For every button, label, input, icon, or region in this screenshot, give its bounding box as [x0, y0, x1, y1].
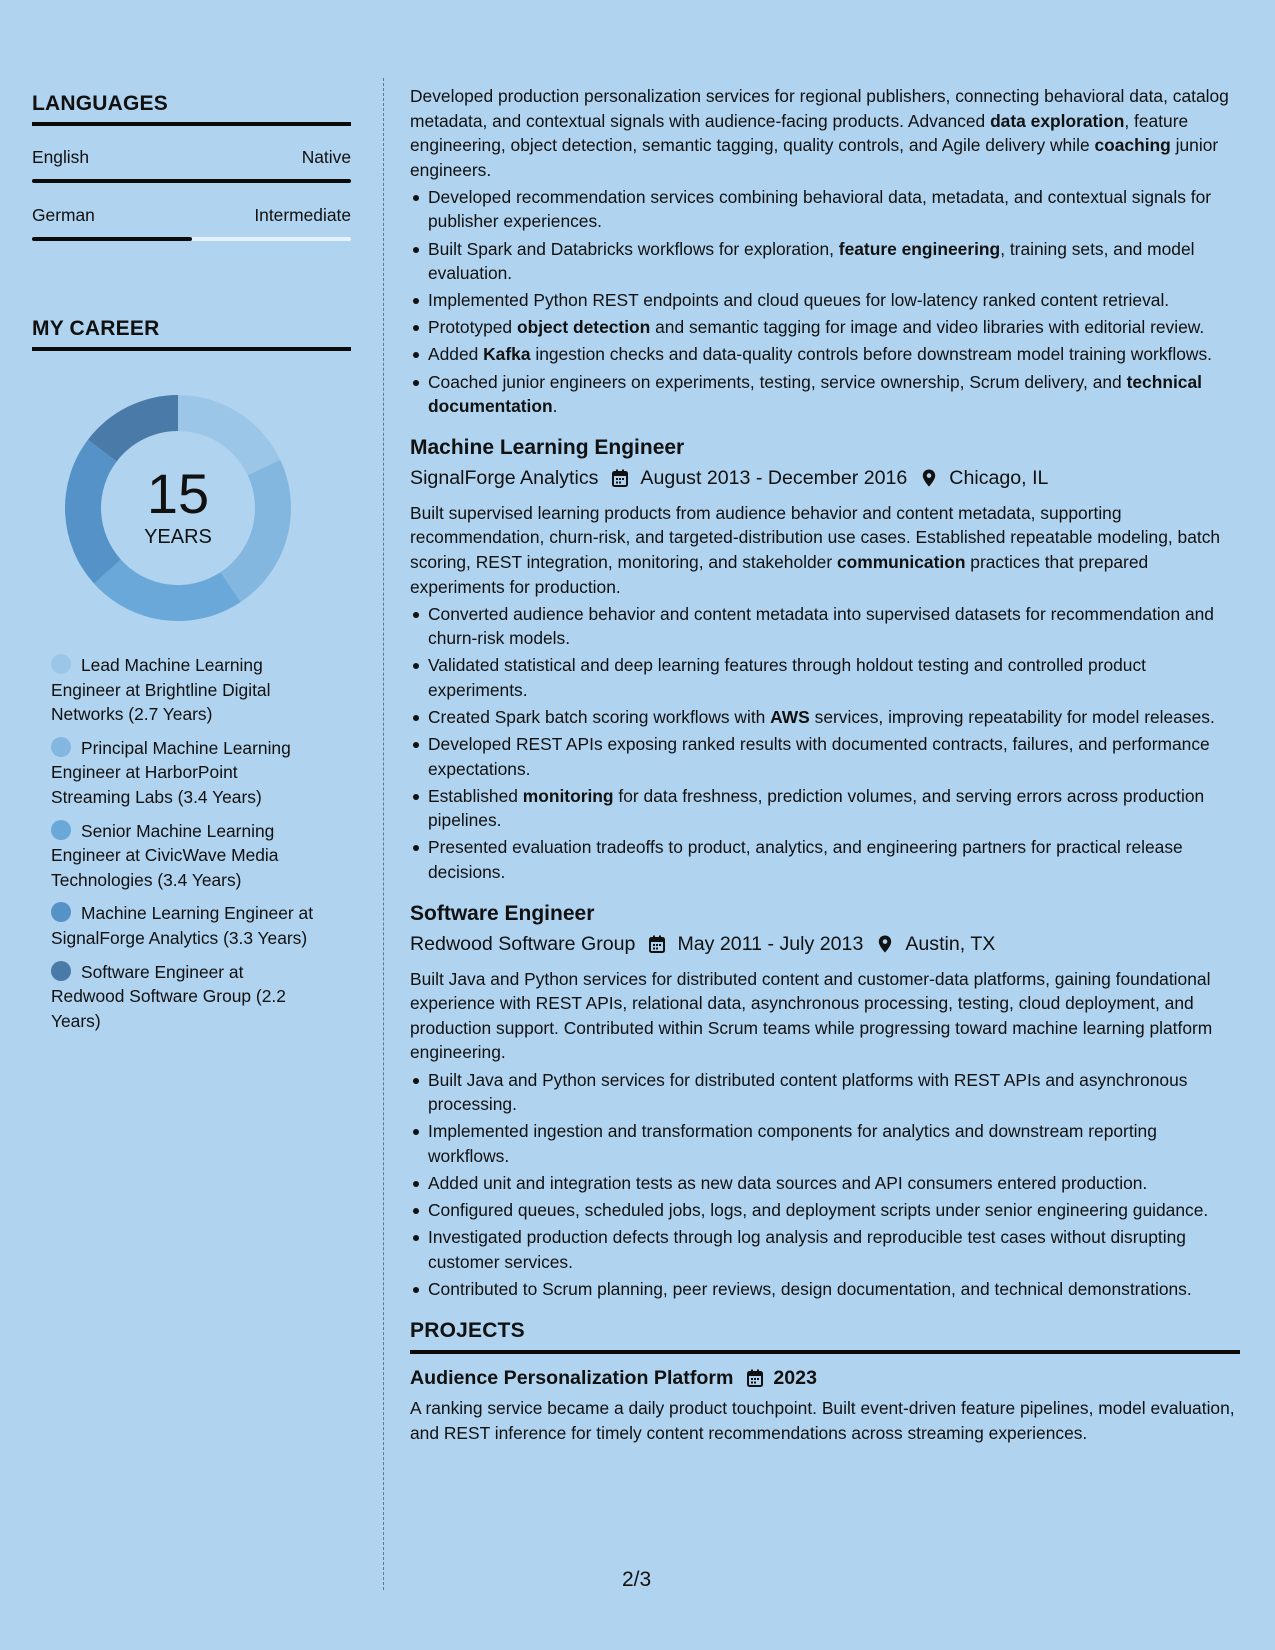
job-dates: May 2011 - July 2013 — [677, 932, 864, 955]
legend-item — [51, 653, 321, 727]
bullet-item: Coached junior engineers on experiments, testing, service ownership, Scrum delivery, and technical documentation. — [428, 370, 1240, 419]
job-entry — [410, 433, 1240, 885]
job-location: Chicago, IL — [949, 466, 1049, 489]
legend-label: Senior Machine Learning Engineer at CivicWave Media Technologies (3.4 Years) — [51, 820, 279, 890]
bullet-item: Investigated production defects through log analysis and reproducible test cases without disrupting customer services. — [428, 1225, 1240, 1274]
legend-swatch — [51, 961, 71, 981]
bullet-item: Added unit and integration tests as new data sources and API consumers entered production. — [428, 1171, 1240, 1196]
bullet-item: Added Kafka ingestion checks and data-quality controls before downstream model training workflows. — [428, 342, 1240, 367]
job-meta — [410, 930, 1240, 958]
legend-label: Machine Learning Engineer at SignalForge Analytics (3.3 Years) — [51, 903, 314, 948]
language-level: Native — [301, 147, 351, 167]
bullet-item: Built Java and Python services for distributed content platforms with REST APIs and asynchronous processing. — [428, 1068, 1240, 1117]
bullet-item: Prototyped object detection and semantic tagging for image and video libraries with editorial review. — [428, 315, 1240, 340]
language-level: Intermediate — [254, 205, 351, 225]
bullet-item: Built Spark and Databricks workflows for exploration, feature engineering, training sets, and model evaluation. — [428, 237, 1240, 286]
job-title: Machine Learning Engineer — [410, 435, 685, 459]
bullet-item: Established monitoring for data freshness, prediction volumes, and serving errors across production pipelines. — [428, 784, 1240, 833]
legend-item — [51, 901, 321, 950]
sidebar — [32, 92, 351, 1042]
language-name: German — [32, 205, 95, 225]
bullet-item: Implemented ingestion and transformation components for analytics and downstream reporting workflows. — [428, 1119, 1240, 1168]
role-summary: Developed production personalization services for regional publishers, connecting behavioral data, catalog metadata, and contextual signals with audience-facing products. Advanced data exploration, feature engineering, object detection, semantic tagging, quality controls, and Agile delivery while coaching junior engineers. — [410, 86, 1229, 180]
project-name: Audience Personalization Platform — [410, 1366, 734, 1389]
bullet-item: Configured queues, scheduled jobs, logs, and deployment scripts under senior engineering guidance. — [428, 1198, 1240, 1223]
legend-swatch — [51, 737, 71, 757]
company-name: SignalForge Analytics — [410, 466, 599, 489]
legend-label: Software Engineer at Redwood Software Group (2.2 Years) — [51, 961, 286, 1031]
career-donut-chart — [63, 393, 293, 623]
language-proficiency-bar — [32, 237, 351, 241]
calendar-icon — [745, 1368, 765, 1388]
language-proficiency-fill — [32, 179, 351, 183]
legend-item — [51, 960, 321, 1034]
job-entry — [410, 899, 1240, 1302]
legend-swatch — [51, 820, 71, 840]
legend-swatch — [51, 654, 71, 674]
project-year: 2023 — [773, 1366, 817, 1389]
bullet-item: Developed recommendation services combining behavioral data, metadata, and contextual signals for publisher experiences. — [428, 185, 1240, 234]
total-years-unit: YEARS — [144, 525, 212, 548]
main-content — [410, 84, 1240, 1445]
job-bullets — [428, 602, 1240, 885]
column-divider — [383, 78, 384, 1590]
career-legend — [32, 653, 351, 1033]
projects-heading: PROJECTS — [410, 1319, 1240, 1354]
language-item-german — [32, 205, 351, 226]
job-meta — [410, 464, 1240, 492]
language-proficiency-fill — [32, 237, 192, 241]
language-item-english — [32, 147, 351, 168]
job-dates: August 2013 - December 2016 — [640, 466, 908, 489]
bullet-item: Validated statistical and deep learning features through holdout testing and controlled product experiments. — [428, 653, 1240, 702]
job-title: Software Engineer — [410, 901, 595, 925]
project-description: A ranking service became a daily product touchpoint. Built event-driven feature pipelines, model evaluation, and REST inference for timely content recommendations across streaming experiences. — [410, 1397, 1235, 1443]
legend-item — [51, 819, 321, 893]
legend-swatch — [51, 902, 71, 922]
bullet-item: Converted audience behavior and content metadata into supervised datasets for recommendation and churn-risk models. — [428, 602, 1240, 651]
project-header — [410, 1364, 1240, 1392]
legend-label: Principal Machine Learning Engineer at HarborPoint Streaming Labs (3.4 Years) — [51, 737, 291, 807]
languages-heading: LANGUAGES — [32, 92, 351, 126]
total-years-number: 15 — [146, 461, 210, 525]
donut-center — [63, 393, 293, 623]
bullet-item: Implemented Python REST endpoints and cloud queues for low-latency ranked content retrieval. — [428, 288, 1240, 313]
language-proficiency-bar — [32, 179, 351, 183]
map-pin-icon — [875, 934, 895, 954]
bullet-item: Presented evaluation tradeoffs to product, analytics, and engineering partners for practical release decisions. — [428, 835, 1240, 884]
role-bullets — [428, 185, 1240, 419]
bullet-item: Contributed to Scrum planning, peer reviews, design documentation, and technical demonstrations. — [428, 1277, 1240, 1302]
company-name: Redwood Software Group — [410, 932, 636, 955]
career-heading: MY CAREER — [32, 317, 351, 351]
job-summary: Built Java and Python services for distributed content and customer-data platforms, gaining foundational experience with REST APIs, relational data, asynchronous processing, testing, cloud deployment, and production support. Contributed within Scrum teams while progressing toward machine learning platform engineering. — [410, 968, 1213, 1063]
legend-item — [51, 736, 321, 810]
page-number: 2/3 — [622, 1568, 652, 1591]
language-name: English — [32, 147, 90, 167]
calendar-icon — [610, 468, 630, 488]
legend-label: Lead Machine Learning Engineer at Brightline Digital Networks (2.7 Years) — [51, 655, 271, 725]
job-bullets — [428, 1068, 1240, 1302]
job-summary: Built supervised learning products from audience behavior and content metadata, supporting recommendation, churn-risk, and targeted-distribution use cases. Established repeatable modeling, batch scoring, REST integration, monitoring, and stakeholder communication practices that prepared experiments for production. — [410, 502, 1221, 597]
job-location: Austin, TX — [905, 932, 996, 955]
map-pin-icon — [919, 468, 939, 488]
bullet-item: Developed REST APIs exposing ranked results with documented contracts, failures, and performance expectations. — [428, 732, 1240, 781]
bullet-item: Created Spark batch scoring workflows with AWS services, improving repeatability for model releases. — [428, 705, 1240, 730]
calendar-icon — [647, 934, 667, 954]
